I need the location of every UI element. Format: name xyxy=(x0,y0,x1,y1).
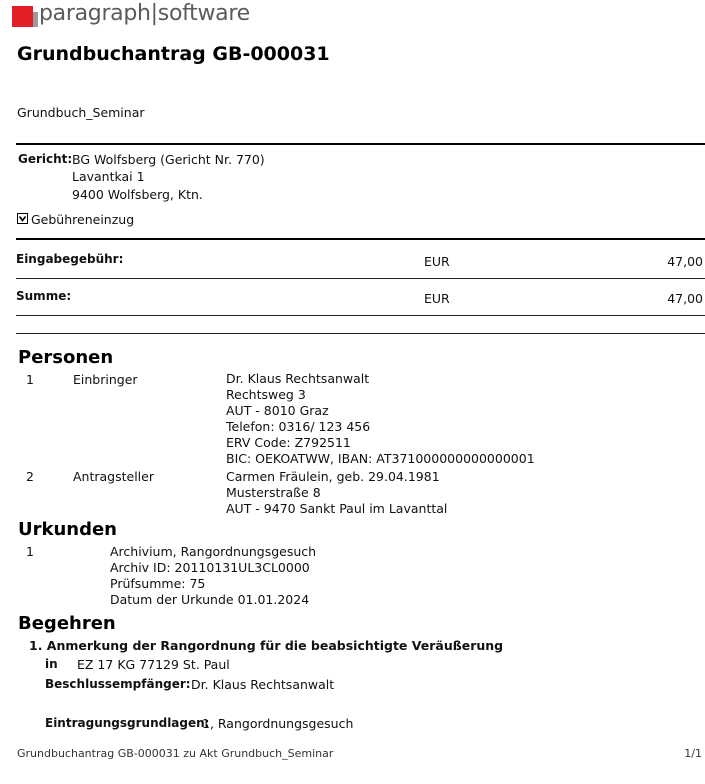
document-line: Archiv ID: 20110131UL3CL0000 xyxy=(110,560,310,575)
person-role: Einbringer xyxy=(73,372,138,387)
person-line: Carmen Fräulein, geb. 29.04.1981 xyxy=(226,469,440,484)
logo-text: paragraph|software xyxy=(39,1,250,26)
person-line: AUT - 9470 Sankt Paul im Lavanttal xyxy=(226,501,448,516)
basis-label: Eintragungsgrundlagen: xyxy=(45,716,210,730)
person-line: Rechtsweg 3 xyxy=(226,387,306,402)
section-heading-requests: Begehren xyxy=(18,613,116,634)
person-number: 1 xyxy=(26,372,34,387)
request-in-value: EZ 17 KG 77129 St. Paul xyxy=(77,657,230,672)
fee-amount: 47,00 xyxy=(667,254,703,269)
court-street: Lavantkai 1 xyxy=(72,169,145,184)
document-line: Prüfsumme: 75 xyxy=(110,576,206,591)
total-label: Summe: xyxy=(16,289,72,303)
person-role: Antragsteller xyxy=(73,469,154,484)
document-number: 1 xyxy=(26,544,34,559)
total-amount: 47,00 xyxy=(667,291,703,306)
request-title: 1. Anmerkung der Rangordnung für die beabsichtigte Veräußerung xyxy=(29,638,504,653)
page-number: 1/1 xyxy=(684,747,702,760)
logo-mark xyxy=(12,6,33,27)
person-line: Telefon: 0316/ 123 456 xyxy=(226,419,371,434)
section-heading-persons: Personen xyxy=(18,347,114,368)
fee-collection-label: Gebühreneinzug xyxy=(31,212,135,227)
divider xyxy=(16,278,705,279)
total-currency: EUR xyxy=(424,291,450,306)
logo-mark-accent xyxy=(33,12,38,27)
document-line: Archivium, Rangordnungsgesuch xyxy=(110,544,317,559)
fee-label: Eingabegebühr: xyxy=(16,252,124,266)
checkmark-icon xyxy=(18,214,27,223)
basis-value: 1, Rangordnungsgesuch xyxy=(202,716,354,731)
divider xyxy=(16,143,705,145)
fee-currency: EUR xyxy=(424,254,450,269)
person-line: Dr. Klaus Rechtsanwalt xyxy=(226,371,370,386)
file-name: Grundbuch_Seminar xyxy=(17,105,145,120)
divider xyxy=(16,315,705,316)
divider xyxy=(16,238,705,240)
person-line: BIC: OEKOATWW, IBAN: AT371000000000000001 xyxy=(226,451,535,466)
court-name: BG Wolfsberg (Gericht Nr. 770) xyxy=(72,152,265,167)
page-title: Grundbuchantrag GB-000031 xyxy=(17,43,330,65)
person-number: 2 xyxy=(26,469,34,484)
section-heading-documents: Urkunden xyxy=(18,519,117,540)
court-city: 9400 Wolfsberg, Ktn. xyxy=(72,187,203,202)
court-label: Gericht: xyxy=(18,152,73,166)
document-line: Datum der Urkunde 01.01.2024 xyxy=(110,592,310,607)
person-line: ERV Code: Z792511 xyxy=(226,435,351,450)
divider xyxy=(16,333,705,334)
recipient-label: Beschlussempfänger: xyxy=(45,677,191,691)
request-in-label: in xyxy=(45,657,58,671)
person-line: AUT - 8010 Graz xyxy=(226,403,329,418)
recipient-value: Dr. Klaus Rechtsanwalt xyxy=(191,677,335,692)
page-footer: Grundbuchantrag GB-000031 zu Akt Grundbuch_Seminar xyxy=(17,747,334,760)
fee-collection-checkbox[interactable] xyxy=(17,213,28,224)
person-line: Musterstraße 8 xyxy=(226,485,321,500)
